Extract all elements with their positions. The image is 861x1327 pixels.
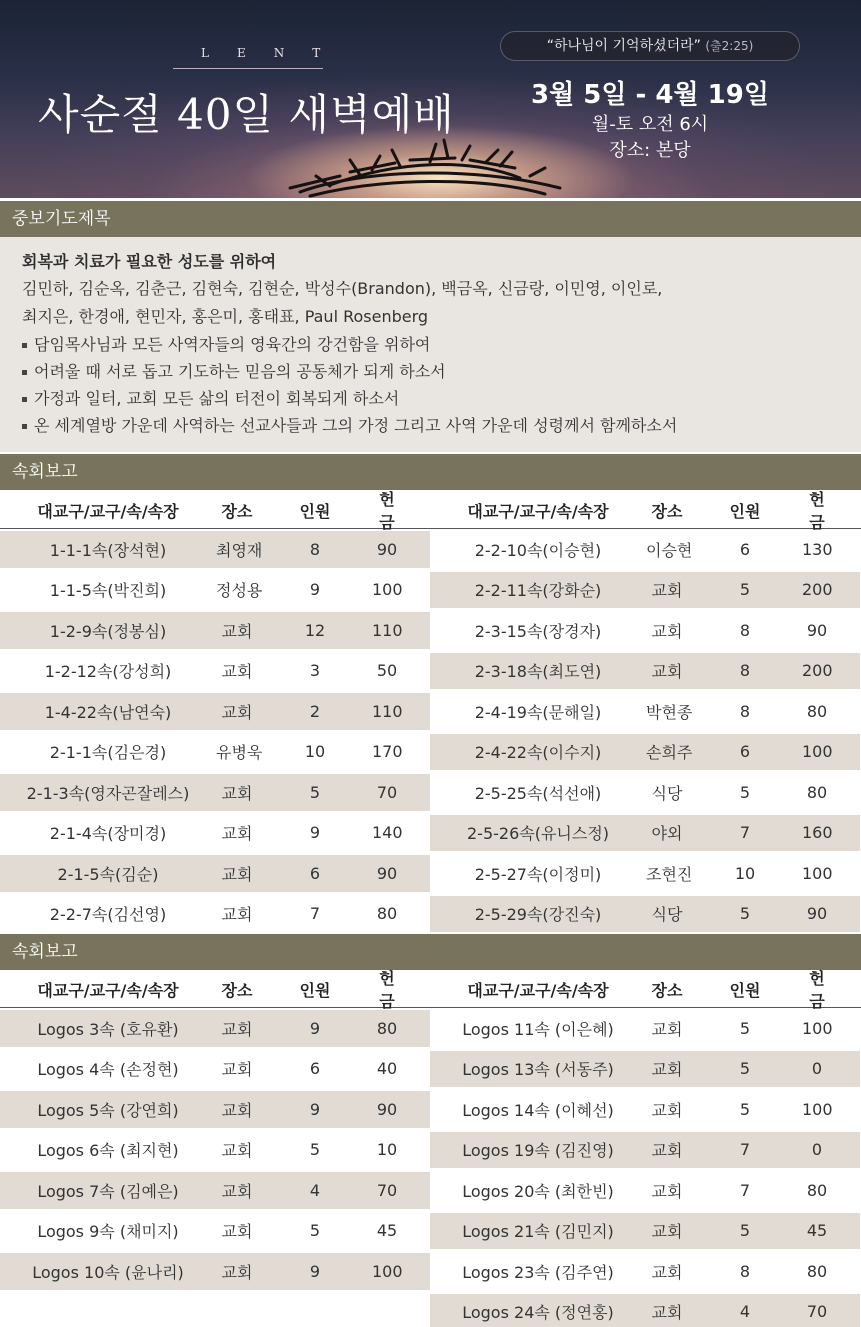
row-offering: 100 (802, 742, 833, 762)
table-header (0, 490, 430, 530)
row-place: 교회 (221, 1019, 253, 1039)
table-row (430, 734, 860, 771)
row-group-name: Logos 10속 (윤나리) (32, 1262, 184, 1282)
row-count: 5 (309, 782, 321, 802)
table-row (0, 1010, 430, 1047)
row-offering: 100 (372, 1261, 403, 1281)
header-offering: 헌금 (379, 490, 395, 532)
row-offering: 90 (806, 904, 828, 924)
table-row (430, 855, 860, 892)
row-place: 교회 (651, 1262, 683, 1282)
row-count: 9 (309, 580, 321, 600)
verse-badge (500, 31, 800, 61)
row-group-name: 2-1-1속(김은경) (49, 743, 167, 763)
row-offering: 80 (376, 904, 398, 924)
header-group: 대교구/교구/속/속장 (467, 501, 609, 521)
row-group-name: Logos 20속 (최한빈) (462, 1181, 614, 1201)
row-group-name: Logos 7속 (김예은) (37, 1181, 179, 1201)
row-group-name: 2-3-18속(최도연) (474, 662, 602, 682)
row-offering: 45 (806, 1221, 828, 1241)
row-offering: 10 (376, 1140, 398, 1160)
verse-reference: (출2:25) (705, 39, 754, 53)
row-place: 교회 (221, 864, 253, 884)
row-offering: 90 (376, 1099, 398, 1119)
table-row (0, 572, 430, 609)
row-offering: 170 (372, 742, 403, 762)
row-group-name: Logos 5속 (강연희) (37, 1100, 179, 1120)
row-offering: 80 (806, 701, 828, 721)
row-place: 정성용 (216, 581, 263, 601)
date-range: 3월 5일 - 4월 19일 (531, 80, 769, 110)
table-row (430, 1213, 860, 1250)
row-count: 6 (309, 1059, 321, 1079)
table-row (0, 531, 430, 568)
row-count: 5 (739, 904, 751, 924)
row-offering: 100 (372, 580, 403, 600)
row-place: 박현종 (646, 702, 693, 722)
row-offering: 90 (806, 620, 828, 640)
table-row (430, 815, 860, 852)
row-place: 교회 (651, 1060, 683, 1080)
table-row (430, 1091, 860, 1128)
row-place: 유병욱 (216, 743, 263, 763)
header-offering: 헌금 (809, 969, 825, 1011)
row-offering: 70 (376, 1180, 398, 1200)
row-place: 교회 (221, 1262, 253, 1282)
row-place: 교회 (221, 662, 253, 682)
row-group-name: Logos 3속 (호유환) (37, 1019, 179, 1039)
row-offering: 40 (376, 1059, 398, 1079)
row-group-name: 2-2-11속(강화순) (474, 581, 602, 601)
row-group-name: 1-2-12속(강성희) (44, 662, 172, 682)
table-row (0, 1091, 430, 1128)
row-count: 4 (309, 1180, 321, 1200)
row-offering: 80 (376, 1018, 398, 1038)
row-offering: 90 (376, 539, 398, 559)
header-group: 대교구/교구/속/속장 (467, 980, 609, 1000)
row-offering: 130 (802, 539, 833, 559)
row-offering: 50 (376, 661, 398, 681)
row-group-name: 2-2-10속(이승현) (474, 540, 602, 560)
header-count: 인원 (729, 501, 761, 521)
report1-right-table (430, 490, 860, 936)
header-count: 인원 (299, 980, 331, 1000)
row-count: 12 (304, 620, 326, 640)
row-count: 10 (304, 742, 326, 762)
report2-left-rows (0, 1010, 430, 1290)
row-count: 5 (739, 1099, 751, 1119)
row-group-name: Logos 19속 (김진영) (462, 1141, 614, 1161)
row-group-name: Logos 11속 (이은혜) (462, 1019, 614, 1039)
table-row (430, 653, 860, 690)
header-place: 장소 (221, 501, 253, 521)
report1-left-rows (0, 531, 430, 932)
row-count: 5 (309, 1140, 321, 1160)
header-count: 인원 (299, 501, 331, 521)
table-row (430, 1253, 860, 1290)
row-place: 교회 (221, 621, 253, 641)
row-group-name: Logos 23속 (김주연) (462, 1262, 614, 1282)
row-count: 8 (739, 701, 751, 721)
row-place: 교회 (221, 1100, 253, 1120)
table-row (430, 612, 860, 649)
row-count: 8 (739, 1261, 751, 1281)
report2-left-table (0, 969, 430, 1294)
row-offering: 110 (372, 620, 403, 640)
row-offering: 110 (372, 701, 403, 721)
lent-banner (0, 0, 861, 198)
header-count: 인원 (729, 980, 761, 1000)
row-group-name: 2-4-19속(문해일) (474, 702, 602, 722)
table-row (430, 572, 860, 609)
row-group-name: Logos 14속 (이혜선) (462, 1100, 614, 1120)
row-group-name: 2-5-25속(석선애) (474, 783, 602, 803)
row-count: 5 (739, 1018, 751, 1038)
row-place: 이승현 (646, 540, 693, 560)
report-section-title: 속회보고 (0, 934, 861, 970)
row-count: 8 (309, 539, 321, 559)
header-place: 장소 (651, 980, 683, 1000)
row-group-name: 2-4-22속(이수지) (474, 743, 602, 763)
table-row (0, 1132, 430, 1169)
row-offering: 80 (806, 1261, 828, 1281)
prayer-section-title: 중보기도제목 (0, 201, 861, 237)
row-place: 교회 (221, 783, 253, 803)
row-group-name: 2-5-29속(강진숙) (474, 905, 602, 925)
row-place: 교회 (221, 1181, 253, 1201)
row-count: 2 (309, 701, 321, 721)
row-offering: 140 (372, 823, 403, 843)
row-group-name: 2-1-4속(장미경) (49, 824, 167, 844)
service-place: 장소: 본당 (609, 140, 691, 161)
table-row (0, 896, 430, 933)
table-row (0, 612, 430, 649)
row-group-name: Logos 9속 (채미지) (37, 1222, 179, 1242)
table-row (0, 774, 430, 811)
header-offering: 헌금 (809, 490, 825, 532)
lent-label: LENT (173, 46, 323, 69)
row-count: 8 (739, 620, 751, 640)
prayer-item: 온 세계열방 가운데 사역하는 선교사들과 그의 가정 그리고 사역 가운데 성령께서 함께하소서 (22, 412, 861, 439)
header-group: 대교구/교구/속/속장 (37, 501, 179, 521)
row-offering: 45 (376, 1221, 398, 1241)
row-count: 5 (739, 782, 751, 802)
table-row (0, 1253, 430, 1290)
row-offering: 160 (802, 823, 833, 843)
row-count: 10 (734, 863, 756, 883)
row-place: 교회 (651, 662, 683, 682)
table-row (0, 734, 430, 771)
prayer-names-line: 김민하, 김순옥, 김춘근, 김현숙, 김현순, 박성수(Brandon), 백금옥, 신금랑, 이민영, 이인로, (22, 279, 663, 298)
row-place: 최영재 (216, 540, 263, 560)
header-group: 대교구/교구/속/속장 (37, 980, 179, 1000)
header-place: 장소 (651, 501, 683, 521)
row-count: 3 (309, 661, 321, 681)
prayer-names-line: 최지은, 한경애, 현민자, 홍은미, 홍태표, Paul Rosenberg (22, 307, 429, 326)
row-count: 5 (739, 580, 751, 600)
row-count: 9 (309, 1099, 321, 1119)
row-count: 7 (309, 904, 321, 924)
row-group-name: 2-1-5속(김순) (57, 864, 159, 884)
row-place: 교회 (651, 581, 683, 601)
row-count: 7 (739, 823, 751, 843)
table-row (430, 896, 860, 933)
row-offering: 0 (811, 1059, 823, 1079)
table-row (430, 531, 860, 568)
row-count: 4 (739, 1302, 751, 1322)
report1-left-table (0, 490, 430, 936)
table-row (430, 693, 860, 730)
row-offering: 100 (802, 1099, 833, 1119)
row-place: 교회 (221, 1141, 253, 1161)
row-group-name: 1-2-9속(정봉심) (49, 621, 167, 641)
row-group-name: 1-1-5속(박진희) (49, 581, 167, 601)
row-place: 교회 (651, 1181, 683, 1201)
row-count: 7 (739, 1180, 751, 1200)
row-place: 교회 (651, 1303, 683, 1323)
row-group-name: Logos 13속 (서동주) (462, 1060, 614, 1080)
row-place: 조현진 (646, 864, 693, 884)
service-time: 월-토 오전 6시 (591, 114, 709, 135)
row-group-name: 2-5-27속(이정미) (474, 864, 602, 884)
header-offering: 헌금 (379, 969, 395, 1011)
row-place: 교회 (651, 1222, 683, 1242)
row-offering: 200 (802, 661, 833, 681)
row-group-name: 1-1-1속(장석현) (49, 540, 167, 560)
table-row (0, 1213, 430, 1250)
row-group-name: Logos 4속 (손정현) (37, 1060, 179, 1080)
table-row (0, 653, 430, 690)
row-place: 교회 (651, 1100, 683, 1120)
table-row (0, 1172, 430, 1209)
row-place: 식당 (651, 905, 683, 925)
table-row (430, 1010, 860, 1047)
row-offering: 80 (806, 782, 828, 802)
table-row (430, 1172, 860, 1209)
table-row (430, 1051, 860, 1088)
row-offering: 200 (802, 580, 833, 600)
report1-right-rows (430, 531, 860, 932)
row-offering: 0 (811, 1140, 823, 1160)
table-row (430, 1132, 860, 1169)
row-place: 교회 (221, 905, 253, 925)
row-place: 교회 (221, 1060, 253, 1080)
row-count: 6 (309, 863, 321, 883)
table-row (0, 693, 430, 730)
prayer-section (0, 237, 861, 452)
row-count: 9 (309, 1261, 321, 1281)
row-offering: 70 (376, 782, 398, 802)
row-count: 5 (309, 1221, 321, 1241)
verse-text: “하나님이 기억하셨더라” (546, 38, 701, 54)
table-row (0, 855, 430, 892)
row-place: 교회 (221, 824, 253, 844)
row-count: 6 (739, 742, 751, 762)
row-group-name: Logos 24속 (정연홍) (462, 1303, 614, 1323)
row-group-name: 2-5-26속(유니스정) (466, 824, 610, 844)
table-row (0, 1051, 430, 1088)
row-count: 9 (309, 1018, 321, 1038)
table-row (430, 774, 860, 811)
prayer-item: 어려울 때 서로 돕고 기도하는 믿음의 공동체가 되게 하소서 (22, 358, 861, 385)
row-offering: 100 (802, 1018, 833, 1038)
prayer-list (22, 331, 861, 439)
prayer-item: 담임목사님과 모든 사역자들의 영육간의 강건함을 위하여 (22, 331, 861, 358)
row-group-name: Logos 6속 (최지현) (37, 1141, 179, 1161)
row-place: 손희주 (646, 743, 693, 763)
row-count: 6 (739, 539, 751, 559)
row-place: 교회 (651, 1141, 683, 1161)
row-count: 5 (739, 1221, 751, 1241)
banner-title: 사순절 40일 새벽예배 (38, 90, 455, 139)
row-offering: 70 (806, 1302, 828, 1322)
row-place: 야외 (651, 824, 683, 844)
report2-right-rows (430, 1010, 860, 1327)
row-count: 8 (739, 661, 751, 681)
prayer-item: 가정과 일터, 교회 모든 삶의 터전이 회복되게 하소서 (22, 385, 861, 412)
row-group-name: 1-4-22속(남연숙) (44, 702, 172, 722)
report-section-title: 속회보고 (0, 454, 861, 490)
table-header (430, 490, 860, 530)
row-place: 교회 (221, 702, 253, 722)
row-group-name: Logos 21속 (김민지) (462, 1222, 614, 1242)
row-place: 식당 (651, 783, 683, 803)
table-row (0, 815, 430, 852)
table-header (430, 969, 860, 1009)
row-place: 교회 (651, 1019, 683, 1039)
report2-right-table (430, 969, 860, 1327)
table-header (0, 969, 430, 1009)
row-group-name: 2-3-15속(장경자) (474, 621, 602, 641)
row-place: 교회 (651, 621, 683, 641)
table-row (430, 1294, 860, 1327)
row-count: 5 (739, 1059, 751, 1079)
row-count: 9 (309, 823, 321, 843)
row-count: 7 (739, 1140, 751, 1160)
row-offering: 100 (802, 863, 833, 883)
header-place: 장소 (221, 980, 253, 1000)
row-group-name: 2-1-3속(영자곤잘레스) (26, 783, 190, 803)
row-place: 교회 (221, 1222, 253, 1242)
prayer-heading: 회복과 치료가 필요한 성도를 위하여 (22, 252, 277, 271)
row-offering: 90 (376, 863, 398, 883)
schedule-block (520, 78, 780, 164)
row-offering: 80 (806, 1180, 828, 1200)
row-group-name: 2-2-7속(김선영) (49, 905, 167, 925)
